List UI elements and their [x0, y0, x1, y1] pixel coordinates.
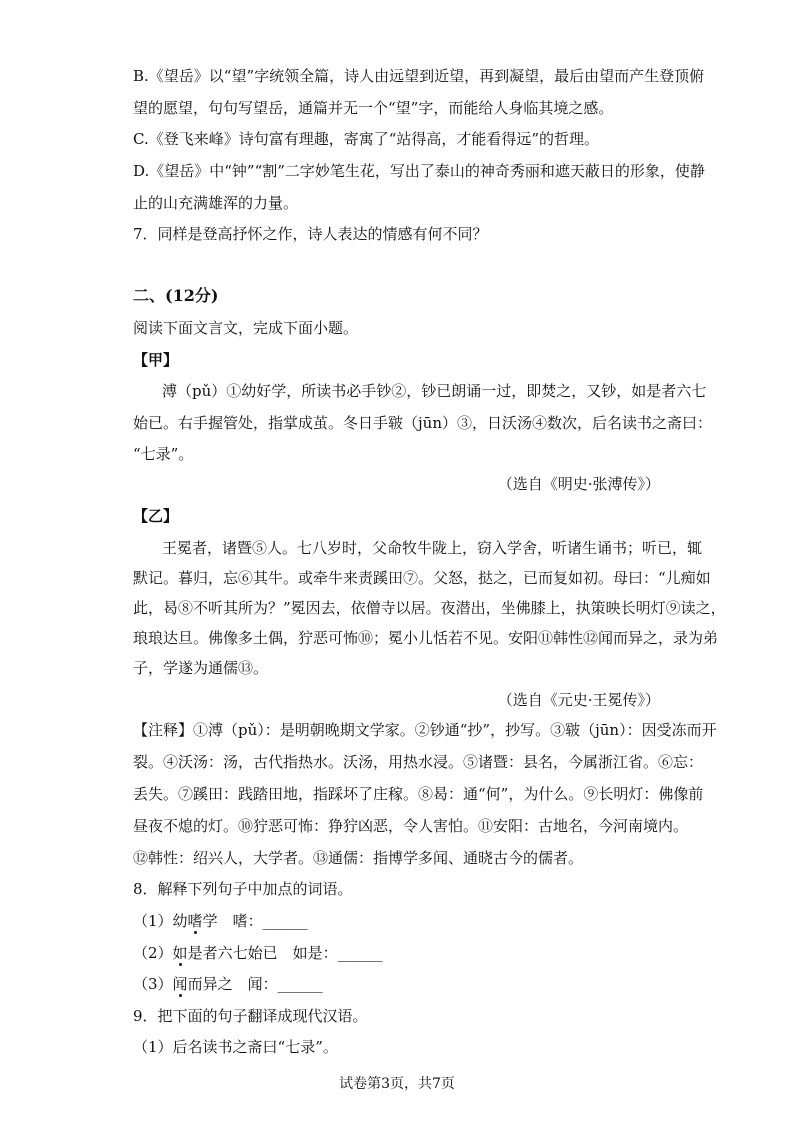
- question-8-item-1: [133, 911, 673, 931]
- option-d-line-2: 止的山充满雄浑的力量。: [133, 194, 299, 212]
- dotted-word: 闻: [172, 975, 188, 993]
- passage-yi-line-2: 默记。暮归，忘⑥其牛。或牵牛来责蹊田⑦。父怒，挞之，已而复如初。母曰：“儿痴如: [133, 569, 711, 587]
- section-2-instruction: 阅读下面文言文，完成下面小题。: [133, 319, 359, 337]
- notes-line-4: 昼夜不熄的灯。⑩狞恶可怖：狰狞凶恶，令人害怕。⑪安阳：古地名，今河南境内。: [133, 817, 689, 835]
- item-prefix: （2）: [133, 944, 173, 962]
- notes-line-2: 裂。④沃汤：汤，古代指热水。沃汤，用热水浸。⑤诸暨：县名，今属浙江省。⑥忘：: [133, 753, 704, 771]
- passage-yi-label: 【乙】: [133, 507, 179, 525]
- notes-line-1: 【注释】①溥（pǔ）：是明朝晚期文学家。②钞通“抄”，抄写。③皲（jūn）：因受冻而开: [133, 721, 717, 739]
- question-8: 8．解释下列句子中加点的词语。: [133, 880, 353, 898]
- item-rest: 是者六七始已 如是：______: [187, 944, 383, 962]
- question-9-item-1: （1）后名读书之斋曰“七录”。: [133, 1038, 338, 1056]
- section-2-title: 二、(12分): [133, 286, 219, 305]
- item-rest: 而异之 闻：______: [187, 975, 323, 993]
- passage-yi-line-1: 王冕者，诸暨⑤人。七八岁时，父命牧牛陇上，窃入学舍，听诸生诵书；听已，辄: [162, 539, 703, 557]
- passage-yi-line-4: 琅琅达旦。佛像多土偶，狞恶可怖⑩；冕小儿恬若不见。安阳⑪韩性⑫闻而异之，录为弟: [133, 629, 719, 647]
- passage-jia-label: 【甲】: [133, 351, 179, 369]
- passage-jia-line-1: 溥（pǔ）①幼好学，所读书必手钞②，钞已朗诵一过，即焚之，又钞，如是者六七: [162, 382, 707, 400]
- option-b-line-2: 望的愿望，句句写望岳，通篇并无一个“望”字，而能给人身临其境之感。: [133, 99, 614, 117]
- question-8-item-2: [133, 943, 673, 963]
- option-d-line-1: D.《望岳》中“钟”“割”二字妙笔生花，写出了泰山的神奇秀丽和遮天蔽日的形象，使静: [133, 162, 705, 180]
- question-8-item-3: [133, 974, 673, 994]
- question-7: 7．同样是登高抒怀之作，诗人表达的情感有何不同？: [133, 225, 488, 243]
- passage-yi-line-5: 子，学遂为通儒⑬。: [133, 659, 269, 677]
- notes-line-3: 丢失。⑦蹊田：践踏田地，指踩坏了庄稼。⑧曷：通“何”，为什么。⑨长明灯：佛像前: [133, 785, 704, 803]
- item-rest: 学 嗜：______: [202, 912, 308, 930]
- notes-line-5: ⑫韩性：绍兴人，大学者。⑬通儒：指博学多闻、通晓古今的儒者。: [133, 849, 584, 867]
- dotted-word: 如: [172, 944, 188, 962]
- passage-jia-line-2: 始已。右手握管处，指掌成茧。冬日手皲（jūn）③，日沃汤④数次，后名读书之斋曰：: [133, 414, 712, 432]
- question-9: 9．把下面的句子翻译成现代汉语。: [133, 1007, 368, 1025]
- passage-jia-source: （选自《明史·张溥传》）: [497, 475, 660, 493]
- passage-jia-line-3: “七录”。: [133, 445, 194, 463]
- item-prefix: （3）: [133, 975, 173, 993]
- passage-yi-source: （选自《元史·王冕传》）: [497, 691, 660, 709]
- item-prefix: （1）幼: [133, 912, 188, 930]
- option-b-line-1: B.《望岳》以“望”字统领全篇，诗人由远望到近望，再到凝望，最后由望而产生登顶俯: [133, 67, 705, 85]
- dotted-word: 嗜: [187, 912, 203, 930]
- passage-yi-line-3: 此，曷⑧不听其所为？”冕因去，依僧寺以居。夜潜出，坐佛膝上，执策映长明灯⑨读之，: [133, 599, 726, 617]
- option-c: C.《登飞来峰》诗句富有理趣，寄寓了“站得高，才能看得远”的哲理。: [133, 130, 600, 148]
- page-footer: 试卷第3页，共7页: [339, 1076, 455, 1092]
